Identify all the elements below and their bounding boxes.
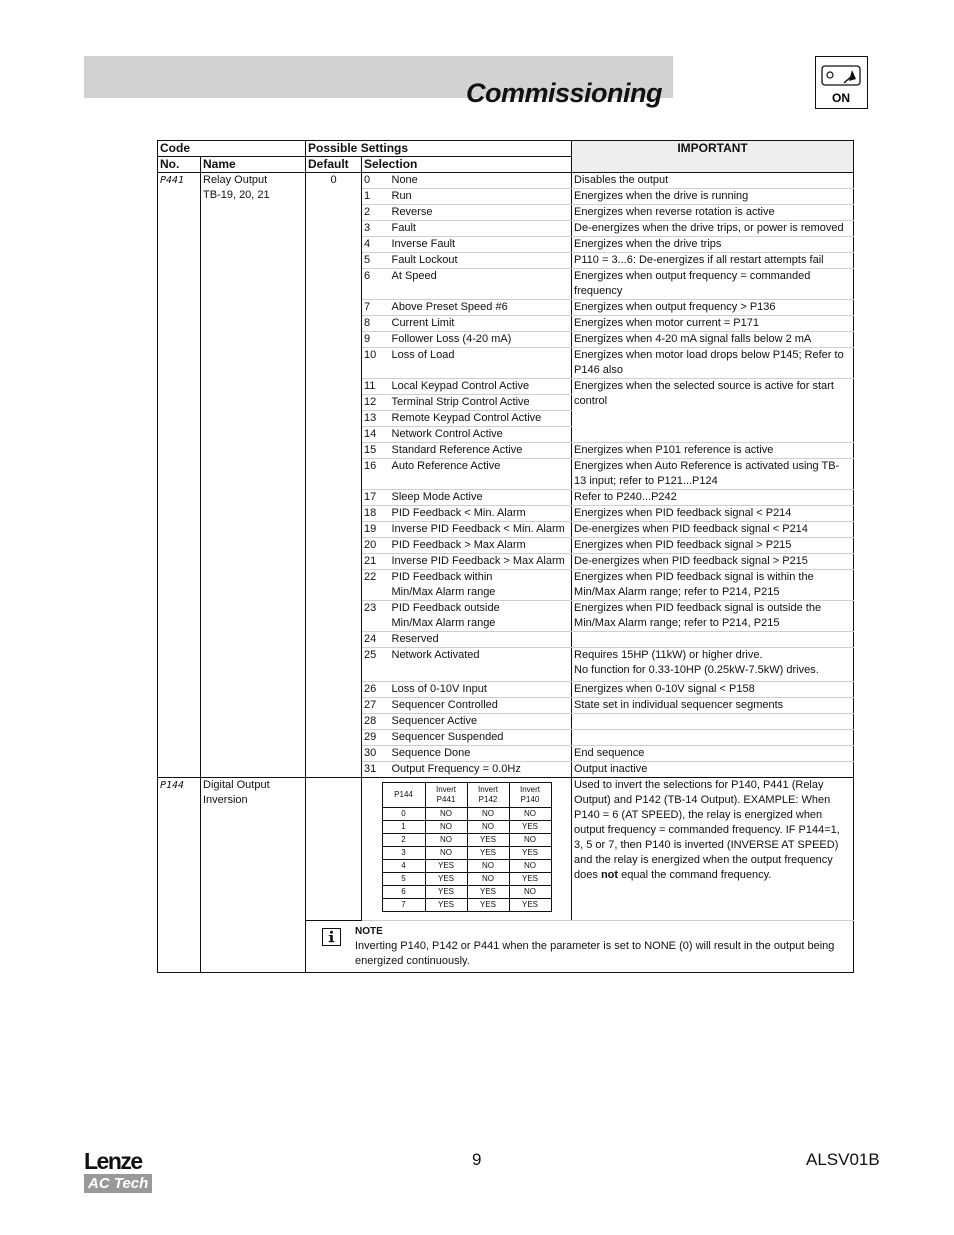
p144-important-text-end: equal the command frequency.: [621, 869, 772, 881]
selection-label: Above Preset Speed #6: [390, 300, 572, 316]
inversion-row: [382, 899, 551, 912]
p144-name-line2: Inversion: [203, 794, 248, 806]
inversion-row: [382, 886, 551, 899]
selection-number: 20: [362, 538, 390, 554]
important-text: Energizes when 4-20 mA signal falls below 2 mA: [572, 332, 854, 348]
selection-number: 29: [362, 730, 390, 746]
selection-number: 19: [362, 522, 390, 538]
selection-number: 23: [362, 601, 390, 632]
selection-label: PID Feedback > Max Alarm: [390, 538, 572, 554]
selection-number: 2: [362, 205, 390, 221]
selection-label: None: [390, 173, 572, 189]
header-code: Code: [158, 141, 306, 157]
table-row: [158, 173, 854, 189]
header-default: Default: [306, 157, 362, 173]
important-text-line: Requires 15HP (11kW) or higher drive.: [574, 649, 763, 661]
selection-number: 7: [362, 300, 390, 316]
selection-label: Sequencer Active: [390, 714, 572, 730]
page-title: Commissioning: [466, 78, 663, 108]
important-text: [572, 730, 854, 746]
inversion-cell: NO: [467, 873, 509, 886]
selection-label: Sequence Done: [390, 746, 572, 762]
selection-label: PID Feedback within Min/Max Alarm range: [390, 570, 572, 601]
inversion-table: [382, 782, 552, 912]
selection-number: 0: [362, 173, 390, 189]
inversion-header-cell: P144: [382, 783, 425, 808]
important-text: Energizes when the drive trips: [572, 237, 854, 253]
selection-label: At Speed: [390, 269, 572, 300]
inversion-cell: NO: [425, 834, 467, 847]
selection-number: 26: [362, 682, 390, 698]
inversion-cell: 3: [382, 847, 425, 860]
note-title: NOTE: [355, 926, 383, 937]
selection-label: Current Limit: [390, 316, 572, 332]
p144-note: [306, 921, 854, 973]
inversion-cell: NO: [425, 821, 467, 834]
selection-label: Fault Lockout: [390, 253, 572, 269]
p441-name-line2: TB-19, 20, 21: [203, 189, 270, 201]
inversion-cell: 0: [382, 808, 425, 821]
important-text: De-energizes when PID feedback signal > P215: [572, 554, 854, 570]
inversion-cell: YES: [509, 821, 551, 834]
p144-important: [572, 778, 854, 921]
inversion-row: [382, 847, 551, 860]
selection-label: PID Feedback outside Min/Max Alarm range: [390, 601, 572, 632]
inversion-header-cell: Invert P441: [425, 783, 467, 808]
inversion-cell: 6: [382, 886, 425, 899]
important-text: Energizes when PID feedback signal > P215: [572, 538, 854, 554]
header-possible-settings: Possible Settings: [306, 141, 572, 157]
important-text: Energizes when output frequency = commanded frequency: [572, 269, 854, 300]
power-switch-icon: [815, 56, 868, 109]
important-text: Refer to P240...P242: [572, 490, 854, 506]
inversion-row: [382, 821, 551, 834]
selection-number: 24: [362, 632, 390, 648]
important-text: Energizes when reverse rotation is active: [572, 205, 854, 221]
p144-default: [306, 778, 362, 921]
important-text: Energizes when the drive is running: [572, 189, 854, 205]
selection-label: Follower Loss (4-20 mA): [390, 332, 572, 348]
selection-label: Output Frequency = 0.0Hz: [390, 762, 572, 778]
selection-label: Terminal Strip Control Active: [390, 395, 572, 411]
inversion-cell: 1: [382, 821, 425, 834]
important-text: Energizes when motor load drops below P145; Refer to P146 also: [572, 348, 854, 379]
inversion-cell: NO: [509, 808, 551, 821]
p144-block: [158, 778, 854, 973]
important-text: De-energizes when the drive trips, or power is removed: [572, 221, 854, 237]
selection-number: 4: [362, 237, 390, 253]
header-name: Name: [201, 157, 306, 173]
important-text-line: No function for 0.33-10HP (0.25kW-7.5kW) drives.: [574, 664, 819, 676]
inversion-cell: 4: [382, 860, 425, 873]
inversion-row: [382, 873, 551, 886]
selection-label: Run: [390, 189, 572, 205]
header-selection: Selection: [362, 157, 572, 173]
selection-label: PID Feedback < Min. Alarm: [390, 506, 572, 522]
important-text: Energizes when P101 reference is active: [572, 443, 854, 459]
important-text: [572, 632, 854, 648]
p144-name-line1: Digital Output: [203, 779, 270, 791]
page-number: 9: [472, 1150, 482, 1169]
selection-label: Loss of 0-10V Input: [390, 682, 572, 698]
selection-label: Network Activated: [390, 648, 572, 682]
inversion-cell: YES: [509, 873, 551, 886]
important-text: Energizes when PID feedback signal is within the Min/Max Alarm range; refer to P214, P215: [572, 570, 854, 601]
inversion-cell: NO: [425, 808, 467, 821]
p144-name: [201, 778, 306, 973]
inversion-cell: 7: [382, 899, 425, 912]
inversion-cell: YES: [509, 847, 551, 860]
inversion-cell: YES: [425, 873, 467, 886]
selection-label: Sleep Mode Active: [390, 490, 572, 506]
inversion-cell: YES: [425, 899, 467, 912]
selection-label: Reverse: [390, 205, 572, 221]
important-text: Disables the output: [572, 173, 854, 189]
inversion-cell: NO: [467, 808, 509, 821]
inversion-cell: 5: [382, 873, 425, 886]
important-text: Energizes when output frequency > P136: [572, 300, 854, 316]
selection-label: Reserved: [390, 632, 572, 648]
important-text: Output inactive: [572, 762, 854, 778]
inversion-cell: NO: [425, 847, 467, 860]
important-text: [572, 714, 854, 730]
inversion-cell: YES: [467, 899, 509, 912]
selection-number: 30: [362, 746, 390, 762]
selection-number: 6: [362, 269, 390, 300]
selection-label: Fault: [390, 221, 572, 237]
header-important: IMPORTANT: [572, 141, 854, 173]
p441-code: P441: [158, 173, 201, 778]
inversion-cell: NO: [467, 860, 509, 873]
inversion-row: [382, 834, 551, 847]
lenze-actech-logo: [84, 1150, 152, 1193]
inversion-cell: YES: [509, 899, 551, 912]
selection-number: 21: [362, 554, 390, 570]
important-text: Energizes when 0-10V signal < P158: [572, 682, 854, 698]
selection-number: 15: [362, 443, 390, 459]
selection-number: 1: [362, 189, 390, 205]
on-label: ON: [832, 91, 850, 105]
important-text: Energizes when PID feedback signal is outside the Min/Max Alarm range; refer to P214, P215: [572, 601, 854, 632]
selection-label: Sequencer Controlled: [390, 698, 572, 714]
inversion-cell: NO: [509, 834, 551, 847]
p144-inversion-table-cell: [362, 778, 572, 921]
selection-label: Remote Keypad Control Active: [390, 411, 572, 427]
selection-label: Loss of Load: [390, 348, 572, 379]
selection-label: Inverse PID Feedback < Min. Alarm: [390, 522, 572, 538]
important-text: Energizes when Auto Reference is activated using TB-13 input; refer to P121...P124: [572, 459, 854, 490]
selection-number: 27: [362, 698, 390, 714]
selection-number: 10: [362, 348, 390, 379]
important-text: Energizes when the selected source is active for start control: [572, 379, 854, 443]
selection-number: 22: [362, 570, 390, 601]
inversion-header-cell: Invert P142: [467, 783, 509, 808]
p441-name: [201, 173, 306, 778]
inversion-cell: NO: [509, 886, 551, 899]
selection-label: Standard Reference Active: [390, 443, 572, 459]
important-text: [572, 648, 854, 682]
note-text: Inverting P140, P142 or P441 when the parameter is set to NONE (0) will result in the output being energized continuously.: [355, 940, 835, 967]
logo-actech: AC Tech: [84, 1174, 152, 1193]
p144-code: P144: [158, 778, 201, 973]
selection-number: 13: [362, 411, 390, 427]
selection-number: 17: [362, 490, 390, 506]
important-text: Energizes when PID feedback signal < P214: [572, 506, 854, 522]
p144-important-bold: not: [600, 869, 619, 881]
selection-label: Local Keypad Control Active: [390, 379, 572, 395]
selection-number: 14: [362, 427, 390, 443]
inversion-header-row: [382, 783, 551, 808]
important-text: State set in individual sequencer segments: [572, 698, 854, 714]
p441-name-line1: Relay Output: [203, 174, 268, 186]
inversion-cell: YES: [425, 860, 467, 873]
selection-label: Auto Reference Active: [390, 459, 572, 490]
selection-label: Inverse PID Feedback > Max Alarm: [390, 554, 572, 570]
selection-number: 12: [362, 395, 390, 411]
selection-number: 5: [362, 253, 390, 269]
selection-number: 16: [362, 459, 390, 490]
inversion-cell: NO: [467, 821, 509, 834]
selection-label: Sequencer Suspended: [390, 730, 572, 746]
inversion-cell: 2: [382, 834, 425, 847]
inversion-cell: YES: [425, 886, 467, 899]
logo-lenze: Lenze: [84, 1148, 142, 1174]
selection-number: 25: [362, 648, 390, 682]
inversion-cell: NO: [509, 860, 551, 873]
important-text: De-energizes when PID feedback signal < P214: [572, 522, 854, 538]
important-text: End sequence: [572, 746, 854, 762]
inversion-cell: YES: [467, 834, 509, 847]
important-text: P110 = 3...6: De-energizes if all restart attempts fail: [572, 253, 854, 269]
p144-important-text: Used to invert the selections for P140, P441 (Relay Output) and P142 (TB-14 Output). EXAMPLE: When P140 = 6 (AT SPEED), the relay is energized when output frequency = commanded frequency. IF P144=1, 3, 5 or 7, then P140 is inverted (INVERSE AT SPEED) and the relay is energized when the output frequency does: [574, 779, 840, 881]
p441-default: 0: [306, 173, 362, 778]
selection-number: 3: [362, 221, 390, 237]
selection-number: 11: [362, 379, 390, 395]
header-no: No.: [158, 157, 201, 173]
selection-number: 9: [362, 332, 390, 348]
inversion-row: [382, 808, 551, 821]
inversion-cell: YES: [467, 886, 509, 899]
selection-number: 31: [362, 762, 390, 778]
p441-block: [158, 173, 854, 778]
selection-label: Inverse Fault: [390, 237, 572, 253]
selection-number: 28: [362, 714, 390, 730]
inversion-row: [382, 860, 551, 873]
selection-label: Network Control Active: [390, 427, 572, 443]
inversion-cell: YES: [467, 847, 509, 860]
document-id: ALSV01B: [806, 1150, 880, 1169]
parameter-table: [157, 140, 854, 973]
info-icon: [322, 928, 341, 946]
important-text: Energizes when motor current = P171: [572, 316, 854, 332]
inversion-header-cell: Invert P140: [509, 783, 551, 808]
selection-number: 8: [362, 316, 390, 332]
selection-number: 18: [362, 506, 390, 522]
